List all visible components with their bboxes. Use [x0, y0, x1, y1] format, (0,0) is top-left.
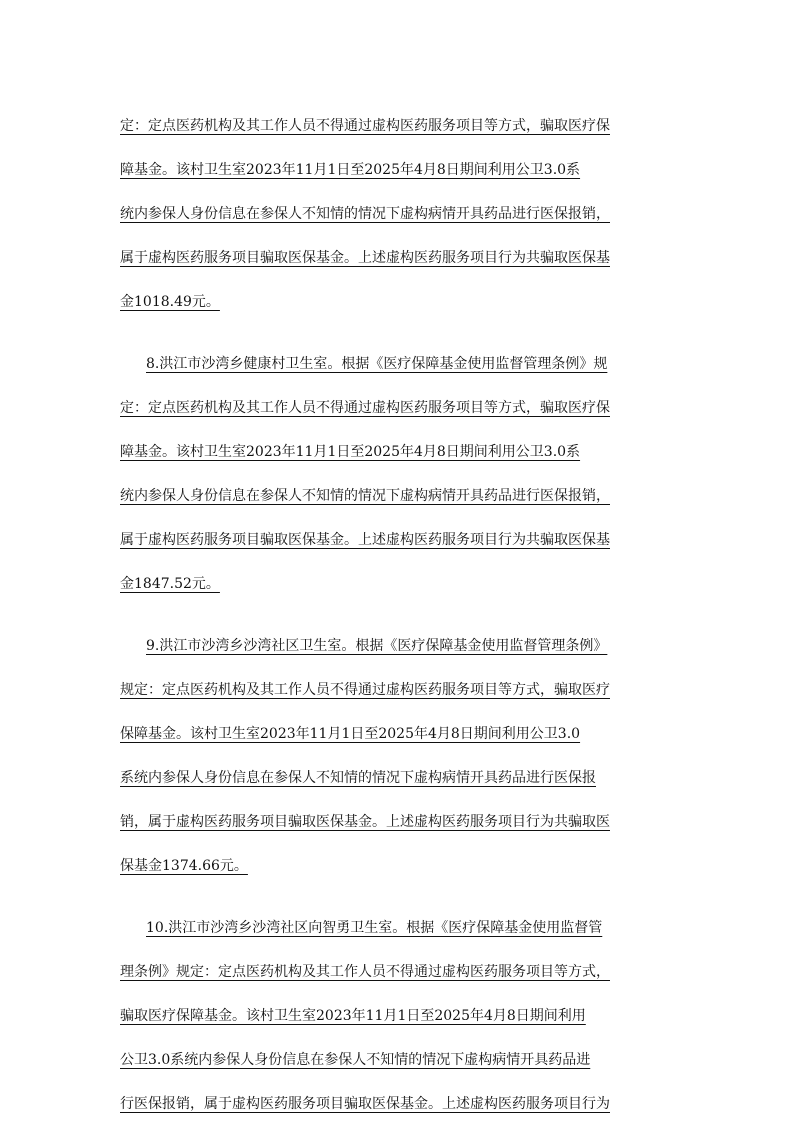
paragraph-8 — [120, 346, 680, 610]
text-line — [120, 478, 680, 522]
underlined-text: 10.洪江市沙湾乡沙湾社区向智勇卫生室。根据《医疗保障基金使用监督管 — [146, 920, 603, 936]
text-line — [120, 910, 680, 954]
underlined-text: 障基金。该村卫生室2023年11月1日至2025年4月8日期间利用公卫3.0系 — [120, 162, 581, 178]
text-line — [120, 434, 680, 478]
text-line — [120, 152, 680, 196]
paragraph-gap — [120, 892, 680, 910]
text-line — [120, 196, 680, 240]
underlined-text: 属于虚构医药服务项目骗取医保基金。上述虚构医药服务项目行为共骗取医保基 — [120, 532, 610, 548]
underlined-text: 9.洪江市沙湾乡沙湾社区卫生室。根据《医疗保障基金使用监督管理条例》 — [146, 638, 608, 654]
text-line — [120, 108, 680, 152]
underlined-text: 8.洪江市沙湾乡健康村卫生室。根据《医疗保障基金使用监督管理条例》规 — [146, 356, 608, 372]
underlined-text: 理条例》规定：定点医药机构及其工作人员不得通过虚构医药服务项目等方式， — [120, 964, 610, 980]
text-line — [120, 760, 680, 804]
paragraph-10 — [120, 910, 680, 1130]
text-line — [120, 522, 680, 566]
text-line — [120, 848, 680, 892]
underlined-text: 销，属于虚构医药服务项目骗取医保基金。上述虚构医药服务项目行为共骗取医 — [120, 814, 610, 830]
paragraph-gap — [120, 610, 680, 628]
paragraph-gap — [120, 328, 680, 346]
text-line — [120, 804, 680, 848]
underlined-text: 金1847.52元。 — [120, 576, 220, 592]
underlined-text: 统内参保人身份信息在参保人不知情的情况下虚构病情开具药品进行医保报销， — [120, 206, 610, 222]
underlined-text: 属于虚构医药服务项目骗取医保基金。上述虚构医药服务项目行为共骗取医保基 — [120, 250, 610, 266]
text-line — [120, 390, 680, 434]
document-page — [120, 108, 680, 1130]
paragraph-7-continuation — [120, 108, 680, 328]
text-line — [120, 954, 680, 998]
underlined-text: 金1018.49元。 — [120, 294, 220, 310]
underlined-text: 公卫3.0系统内参保人身份信息在参保人不知情的情况下虚构病情开具药品进 — [120, 1052, 591, 1068]
text-line — [120, 672, 680, 716]
text-line — [120, 240, 680, 284]
underlined-text: 定：定点医药机构及其工作人员不得通过虚构医药服务项目等方式，骗取医疗保 — [120, 118, 610, 134]
text-line — [120, 284, 680, 328]
underlined-text: 保障基金。该村卫生室2023年11月1日至2025年4月8日期间利用公卫3.0 — [120, 726, 581, 742]
text-line — [120, 998, 680, 1042]
underlined-text: 行医保报销，属于虚构医药服务项目骗取医保基金。上述虚构医药服务项目行为 — [120, 1096, 610, 1112]
underlined-text: 规定：定点医药机构及其工作人员不得通过虚构医药服务项目等方式，骗取医疗 — [120, 682, 610, 698]
text-line — [120, 716, 680, 760]
paragraph-9 — [120, 628, 680, 892]
text-line — [120, 1086, 680, 1130]
underlined-text: 保基金1374.66元。 — [120, 858, 248, 874]
underlined-text: 系统内参保人身份信息在参保人不知情的情况下虚构病情开具药品进行医保报 — [120, 770, 596, 786]
underlined-text: 统内参保人身份信息在参保人不知情的情况下虚构病情开具药品进行医保报销， — [120, 488, 610, 504]
underlined-text: 骗取医疗保障基金。该村卫生室2023年11月1日至2025年4月8日期间利用 — [120, 1008, 586, 1024]
text-line — [120, 1042, 680, 1086]
underlined-text: 障基金。该村卫生室2023年11月1日至2025年4月8日期间利用公卫3.0系 — [120, 444, 581, 460]
text-line — [120, 566, 680, 610]
text-line — [120, 346, 680, 390]
text-line — [120, 628, 680, 672]
underlined-text: 定：定点医药机构及其工作人员不得通过虚构医药服务项目等方式，骗取医疗保 — [120, 400, 610, 416]
